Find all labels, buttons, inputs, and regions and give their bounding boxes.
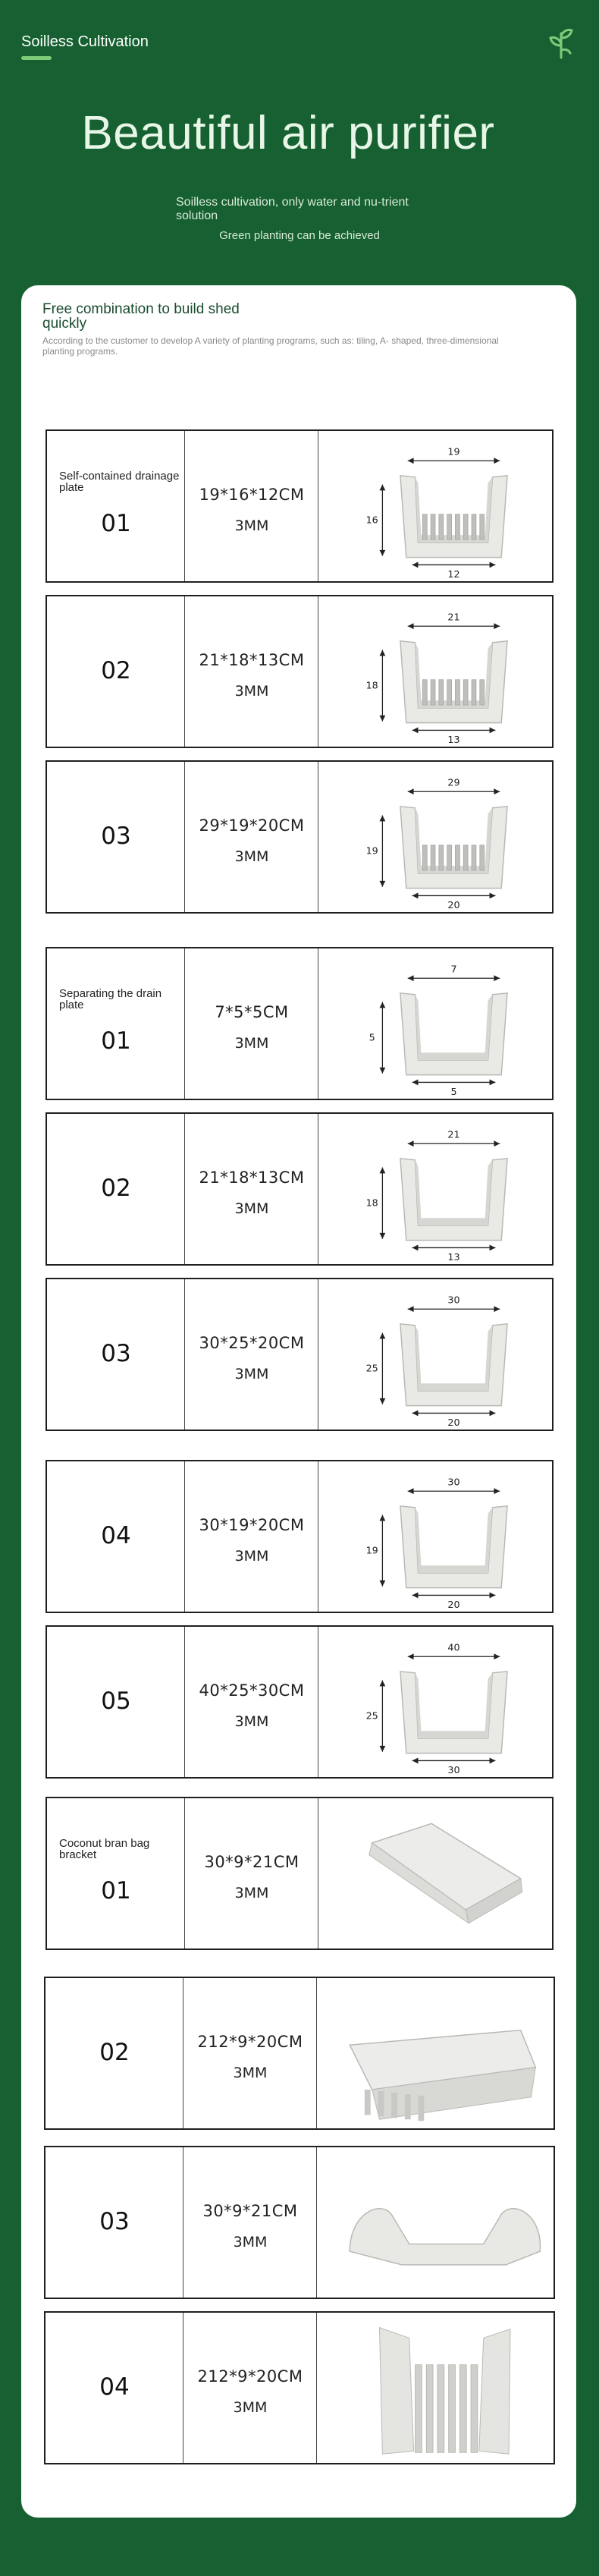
product-image: [318, 1798, 552, 1949]
item-number: 01: [101, 510, 131, 537]
dim-bottom-label: 5: [450, 1087, 457, 1099]
thickness-spec: 3MM: [233, 2065, 268, 2081]
size-spec: 21*18*13CM: [199, 651, 305, 669]
dim-bottom-label: 13: [447, 734, 460, 747]
bracket-image: [369, 1823, 522, 1923]
item-number: 04: [99, 2373, 130, 2401]
dim-bottom-label: 20: [447, 900, 460, 912]
product-image: [318, 948, 552, 1099]
item-number: 01: [101, 1877, 131, 1904]
spec-cell: [185, 1627, 318, 1777]
product-image-cell: [318, 431, 552, 581]
dim-top-label: 30: [447, 1477, 460, 1489]
product-image: [318, 1114, 552, 1264]
product-row: [45, 595, 554, 748]
product-row: [45, 1278, 554, 1431]
spec-cell: [185, 431, 318, 581]
size-spec: 29*19*20CM: [199, 816, 305, 835]
product-row: [45, 1797, 554, 1950]
item-number: 02: [101, 1175, 131, 1202]
dim-side-label: 25: [365, 1710, 378, 1722]
thickness-spec: 3MM: [233, 2399, 268, 2416]
product-image-cell: [318, 1114, 552, 1264]
size-spec: 212*9*20CM: [197, 2367, 303, 2386]
dim-side-label: 5: [368, 1032, 375, 1044]
spec-cell: [185, 762, 318, 912]
product-image-cell: [318, 1279, 552, 1430]
thickness-spec: 3MM: [234, 1366, 269, 1382]
spec-cell: [185, 948, 318, 1099]
brand-underline: [21, 56, 52, 60]
product-image: [317, 2313, 554, 2463]
item-number: 02: [101, 657, 131, 684]
product-row: [45, 760, 554, 914]
dim-bottom-label: 13: [447, 1252, 460, 1264]
thickness-spec: 3MM: [234, 517, 269, 534]
size-spec: 21*18*13CM: [199, 1168, 305, 1187]
tray-image: [400, 1159, 507, 1241]
number-cell: [47, 1461, 185, 1612]
thickness-spec: 3MM: [234, 848, 269, 865]
spec-cell: [185, 1114, 318, 1264]
tray-image: [400, 1324, 507, 1406]
spec-cell: [185, 1461, 318, 1612]
number-cell: [47, 1279, 185, 1430]
dim-top-label: 21: [447, 612, 460, 624]
hero-banner: [0, 0, 599, 288]
dim-side-label: 19: [365, 845, 378, 857]
number-cell: [45, 1978, 183, 2128]
dim-top-label: 29: [447, 777, 460, 789]
size-spec: 7*5*5CM: [215, 1003, 289, 1021]
dim-bottom-label: 20: [447, 1599, 460, 1612]
number-cell: [47, 1114, 185, 1264]
spec-cell: [183, 1978, 317, 2128]
dim-top-label: 40: [447, 1642, 460, 1654]
dim-side-label: 16: [365, 514, 378, 527]
bracket-image: [379, 2328, 510, 2455]
thickness-spec: 3MM: [234, 1713, 269, 1730]
product-row: [45, 1112, 554, 1266]
thickness-spec: 3MM: [234, 1885, 269, 1901]
dim-bottom-label: 20: [447, 1417, 460, 1430]
product-row: [44, 2146, 555, 2299]
product-image: [318, 1627, 552, 1777]
item-number: 03: [99, 2208, 130, 2235]
item-number: 02: [99, 2039, 130, 2066]
product-image-cell: [318, 1627, 552, 1777]
dim-top-label: 21: [447, 1129, 460, 1141]
tray-image: [400, 993, 507, 1075]
dim-side-label: 25: [365, 1363, 378, 1375]
dim-top-label: 19: [447, 446, 460, 458]
size-spec: 30*9*21CM: [202, 2202, 298, 2220]
size-spec: 19*16*12CM: [199, 486, 305, 504]
size-spec: 212*9*20CM: [197, 2033, 303, 2051]
number-cell: [47, 1798, 185, 1949]
product-image-cell: [317, 2313, 554, 2463]
number-cell: [45, 2313, 183, 2463]
spec-cell: [185, 1798, 318, 1949]
size-spec: 30*9*21CM: [204, 1853, 300, 1871]
number-cell: [47, 762, 185, 912]
size-spec: 40*25*30CM: [199, 1681, 305, 1700]
bracket-image: [350, 2030, 535, 2122]
product-image: [317, 1978, 554, 2128]
item-number: 01: [101, 1027, 131, 1055]
tray-image: [400, 476, 507, 558]
brand-name: Soilless Cultivation: [21, 33, 149, 50]
number-cell: [47, 1627, 185, 1777]
spec-cell: [183, 2313, 317, 2463]
thickness-spec: 3MM: [234, 1548, 269, 1565]
thickness-spec: 3MM: [234, 683, 269, 700]
tray-image: [400, 641, 507, 723]
sprout-logo-icon: [547, 27, 575, 59]
group-label: Separating the drain plate: [59, 987, 162, 1011]
intro-title: Free combination to build shed quickly: [42, 301, 240, 332]
product-row: [44, 1977, 555, 2130]
item-number: 04: [101, 1522, 131, 1549]
item-number: 05: [101, 1687, 131, 1715]
product-row: [45, 429, 554, 583]
product-image-cell: [318, 948, 552, 1099]
item-number: 03: [101, 1340, 131, 1367]
tray-image: [400, 1506, 507, 1588]
product-image-cell: [317, 1978, 554, 2128]
hero-subtitle: Soilless cultivation, only water and nu-trient solution: [176, 196, 409, 222]
product-image-cell: [318, 1461, 552, 1612]
tray-image: [400, 1672, 507, 1754]
number-cell: [45, 2147, 183, 2298]
product-image: [318, 762, 552, 912]
number-cell: [47, 948, 185, 1099]
hero-subtitle-2: Green planting can be achieved: [219, 229, 380, 242]
product-row: [44, 2311, 555, 2464]
dim-top-label: 7: [450, 964, 457, 976]
page-title: Beautiful air purifier: [81, 107, 495, 159]
product-row: [45, 1625, 554, 1779]
dim-bottom-label: 30: [447, 1765, 460, 1777]
product-image: [318, 1461, 552, 1612]
product-image: [318, 596, 552, 747]
product-image-cell: [318, 1798, 552, 1949]
bracket-image: [350, 2209, 540, 2265]
thickness-spec: 3MM: [234, 1035, 269, 1052]
tray-image: [400, 807, 507, 889]
dim-side-label: 18: [365, 680, 378, 692]
product-row: [45, 947, 554, 1100]
product-image: [317, 2147, 554, 2298]
spec-cell: [185, 1279, 318, 1430]
dim-bottom-label: 12: [447, 569, 460, 581]
product-row: [45, 1460, 554, 1613]
dim-side-label: 19: [365, 1545, 378, 1557]
number-cell: [47, 431, 185, 581]
product-image: [318, 431, 552, 581]
product-image-cell: [317, 2147, 554, 2298]
product-image: [318, 1279, 552, 1430]
size-spec: 30*25*20CM: [199, 1334, 305, 1352]
number-cell: [47, 596, 185, 747]
spec-cell: [183, 2147, 317, 2298]
product-image-cell: [318, 762, 552, 912]
group-label: Coconut bran bag bracket: [59, 1837, 150, 1861]
thickness-spec: 3MM: [233, 2234, 268, 2250]
thickness-spec: 3MM: [234, 1200, 269, 1217]
dim-side-label: 18: [365, 1197, 378, 1209]
intro-description: According to the customer to develop A variety of planting programs, such as: tiling, A- shaped, three-dimensional planting programs.: [42, 335, 499, 357]
size-spec: 30*19*20CM: [199, 1516, 305, 1534]
spec-cell: [185, 596, 318, 747]
group-label: Self-contained drainage plate: [59, 470, 180, 494]
item-number: 03: [101, 822, 131, 850]
product-image-cell: [318, 596, 552, 747]
dim-top-label: 30: [447, 1294, 460, 1307]
